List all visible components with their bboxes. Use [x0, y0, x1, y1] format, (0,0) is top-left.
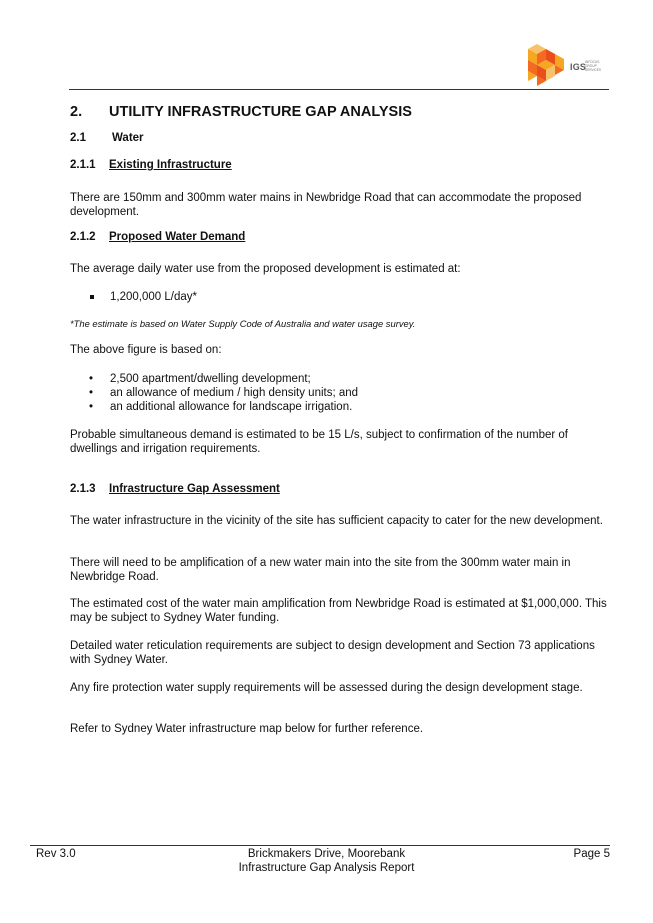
footer-report-name: Infrastructure Gap Analysis Report	[238, 862, 415, 874]
estimate-list	[70, 290, 197, 304]
water-demand-intro: The average daily water use from the proposed development is estimated at:	[70, 263, 461, 275]
list-item: • 2,500 apartment/dwelling development;	[89, 373, 311, 385]
existing-infrastructure-paragraph: There are 150mm and 300mm water mains in Newbridge Road that can accommodate the proposed development.	[70, 192, 582, 218]
section-heading: 2. UTILITY INFRASTRUCTURE GAP ANALYSIS	[70, 104, 412, 120]
gap-paragraph: The estimated cost of the water main amplification from Newbridge Road is estimated at $1,000,000. This may be subject to Sydney Water funding.	[70, 598, 607, 624]
list-item: • an additional allowance for landscape irrigation.	[89, 401, 353, 413]
gap-paragraph: Refer to Sydney Water infrastructure map below for further reference.	[70, 723, 424, 735]
existing-infrastructure-heading: 2.1.1 Existing Infrastructure	[70, 159, 232, 171]
basis-intro: The above figure is based on:	[70, 344, 222, 356]
estimate-footnote: *The estimate is based on Water Supply Code of Australia and water usage survey.	[70, 318, 416, 329]
subsection-heading: 2.1 Water	[70, 132, 144, 144]
footer-divider	[30, 845, 610, 846]
square-bullet-icon	[90, 295, 94, 299]
gap-paragraph: The water infrastructure in the vicinity of the site has sufficient capacity to cater for the new development.	[70, 515, 603, 527]
footer-title	[0, 847, 653, 875]
logo-subtext: INFOCUS GROUP SERVICES	[585, 60, 602, 72]
simultaneous-demand-paragraph: Probable simultaneous demand is estimated to be 15 L/s, subject to confirmation of the number of dwellings and irrigation requirements.	[70, 429, 568, 455]
footer-location: Brickmakers Drive, Moorebank	[247, 848, 406, 860]
gap-paragraph: Any fire protection water supply requirements will be assessed during the design development stage.	[70, 682, 583, 694]
list-item: • an allowance of medium / high density units; and	[89, 387, 359, 399]
header-divider	[69, 89, 609, 90]
footer-page-number: Page 5	[573, 848, 610, 860]
footer-revision: Rev 3.0	[36, 848, 76, 860]
logo-text: IGS	[570, 62, 587, 72]
basis-list	[70, 372, 358, 414]
list-item: 1,200,000 L/day*	[70, 290, 197, 304]
bullet-icon: •	[89, 401, 94, 413]
gap-assessment-heading: 2.1.3 Infrastructure Gap Assessment	[70, 483, 280, 495]
water-demand-heading: 2.1.2 Proposed Water Demand	[70, 231, 246, 243]
gap-paragraph: Detailed water reticulation requirements are subject to design development and Section 73 applications with Sydney Water.	[70, 640, 595, 666]
bullet-icon: •	[89, 373, 94, 385]
gap-paragraph: There will need to be amplification of a new water main into the site from the 300mm water main in Newbridge Road.	[70, 557, 571, 583]
bullet-icon: •	[89, 387, 94, 399]
